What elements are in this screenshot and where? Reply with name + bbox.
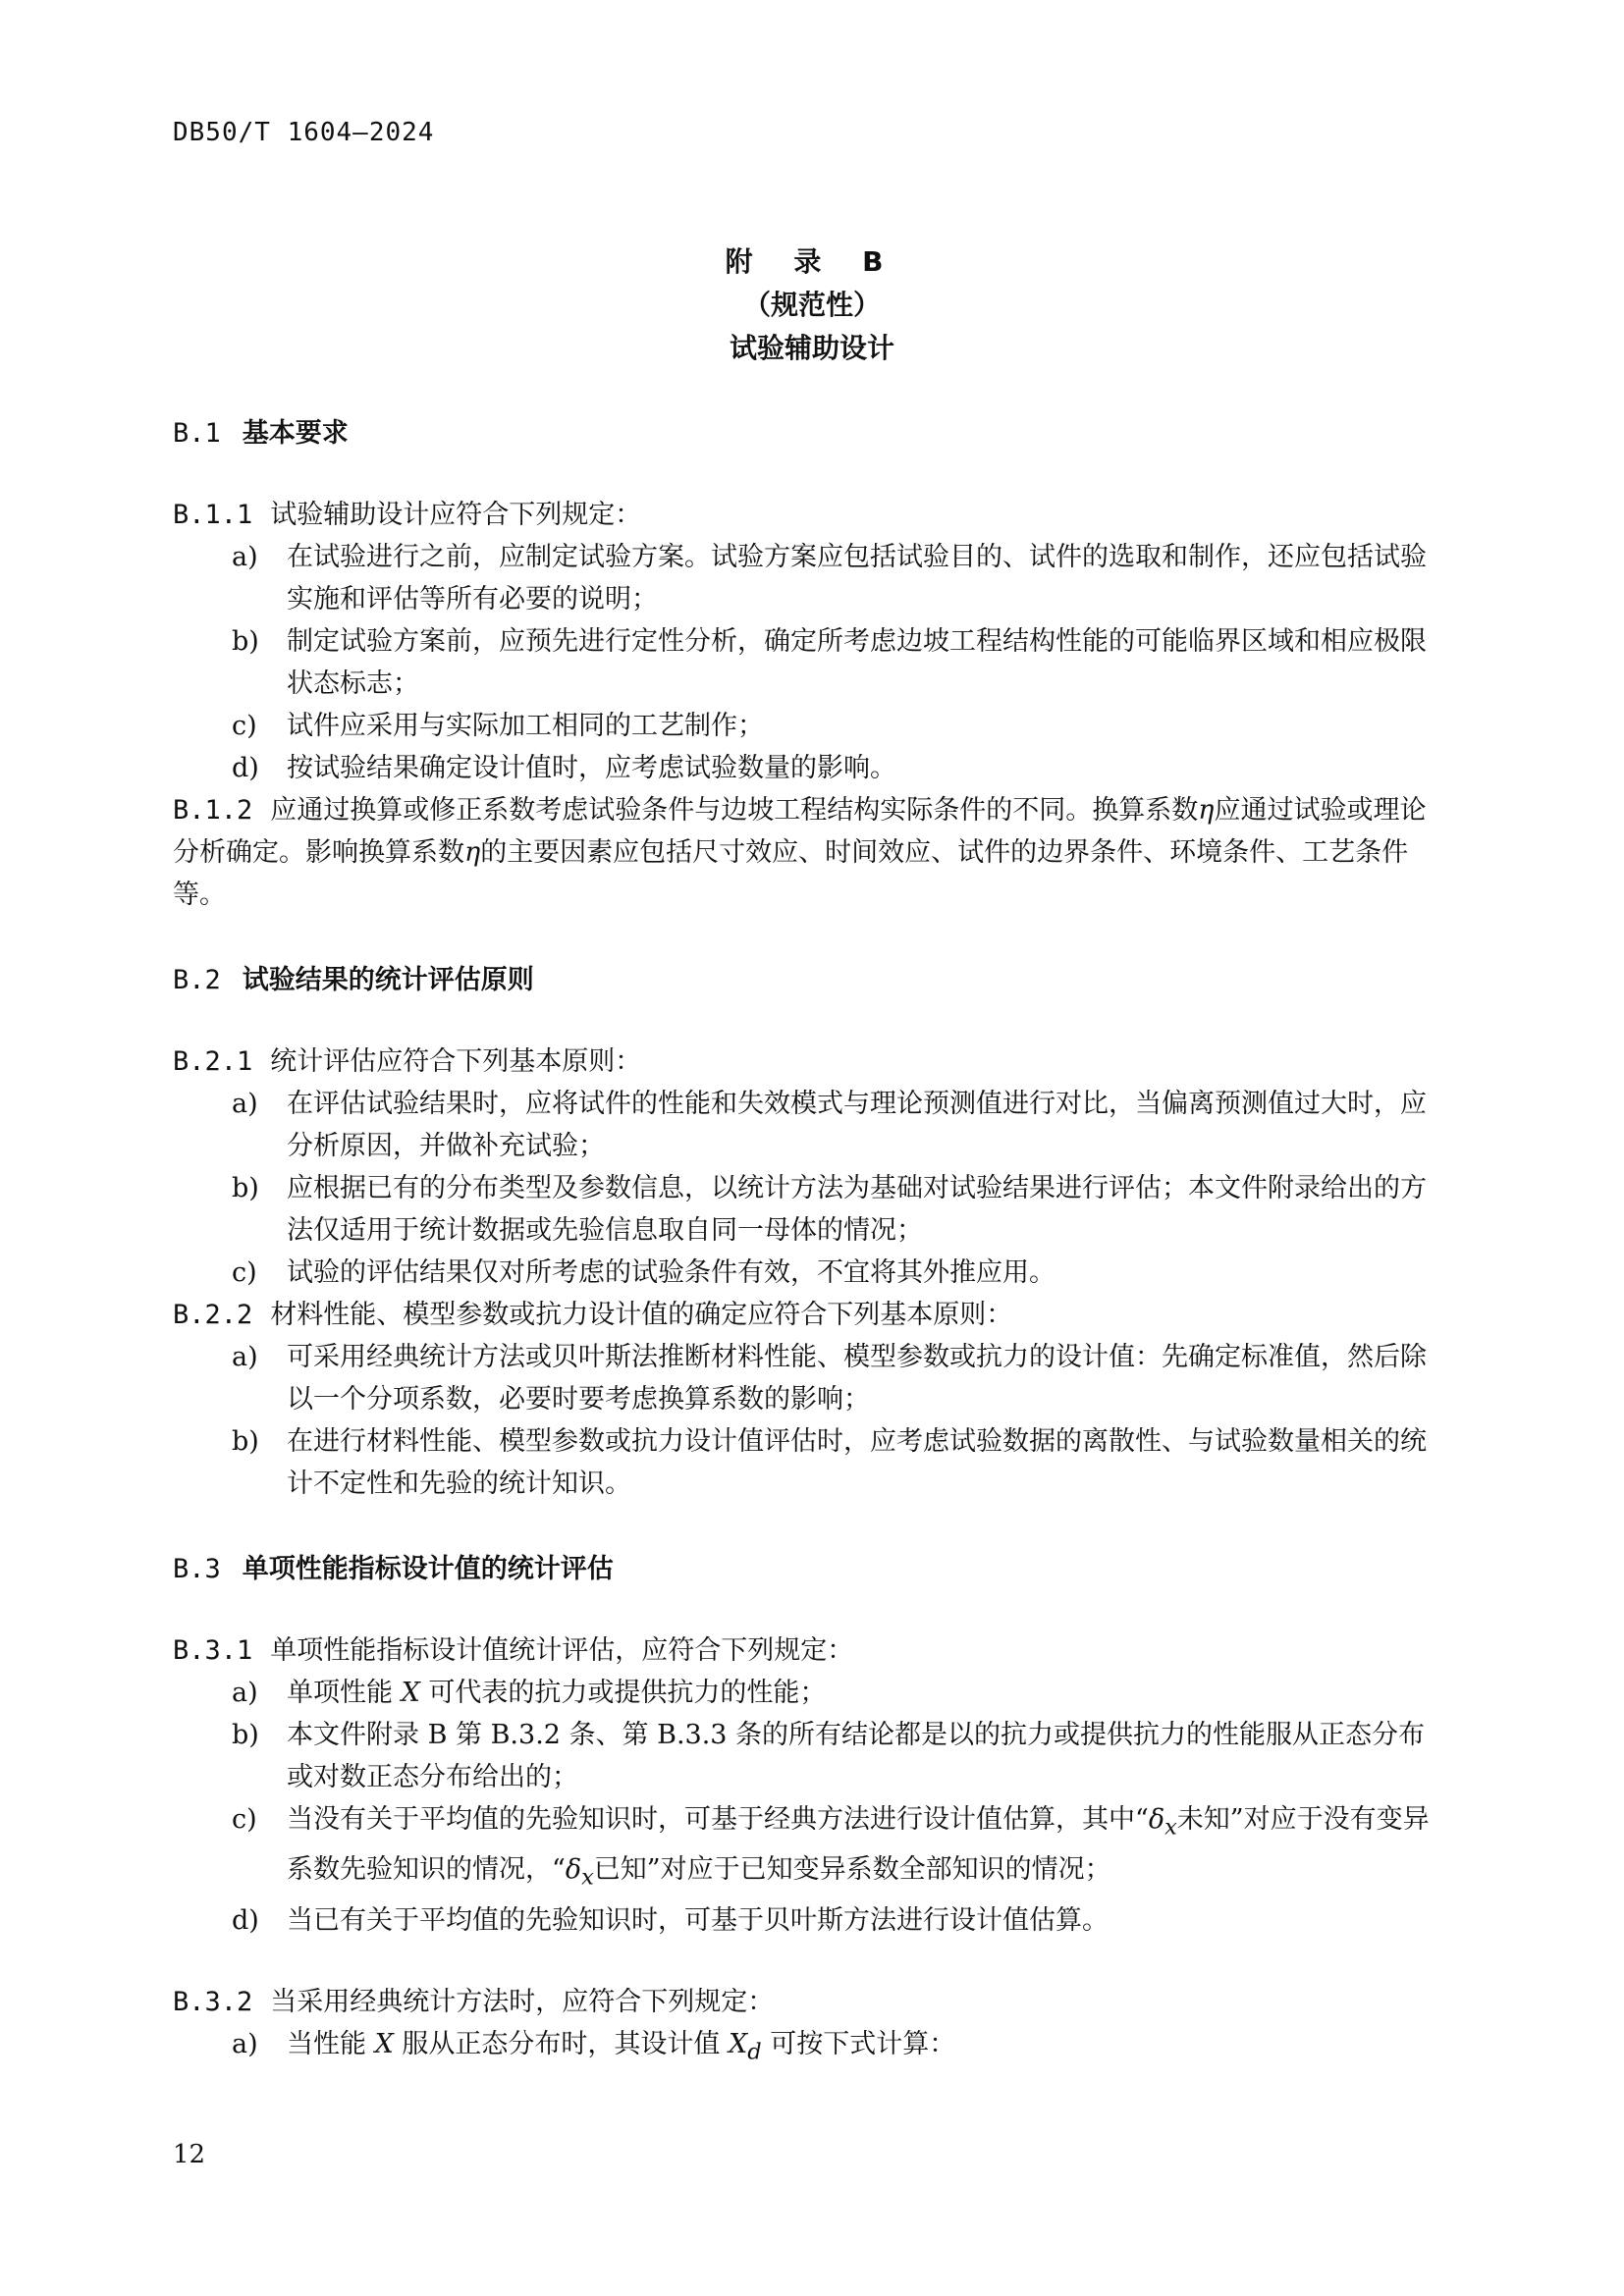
clause-number: B.1.1 bbox=[173, 500, 253, 530]
clause-number: B.2.1 bbox=[173, 1046, 253, 1077]
item-marker: a) bbox=[232, 1678, 258, 1708]
clause-b31 bbox=[173, 1629, 1451, 1672]
xd-symbol: X bbox=[729, 2028, 748, 2059]
list-item bbox=[173, 1798, 1451, 1899]
eta-symbol: η bbox=[464, 837, 481, 868]
section-heading-b2 bbox=[173, 959, 1451, 1001]
clause-text-part3: 的主要因素应包括尺寸效应、时间效应、试件的边界条件、环境条件、工艺条件等。 bbox=[173, 837, 1409, 910]
item-marker: a) bbox=[232, 1089, 258, 1119]
clause-text: 当采用经典统计方法时，应符合下列规定： bbox=[270, 1986, 775, 2017]
section-title: 基本要求 bbox=[242, 418, 349, 449]
list-item bbox=[173, 2023, 1451, 2073]
section-title: 试验结果的统计评估原则 bbox=[242, 965, 534, 995]
item-text: 本文件附录 B 第 B.3.2 条、第 B.3.3 条的所有结论都是以的抗力或提供抗力的性能服从正态分布或对数正态分布给出的； bbox=[287, 1720, 1426, 1792]
item-marker: c) bbox=[232, 1257, 257, 1288]
list-item bbox=[173, 1714, 1451, 1798]
list-item bbox=[173, 1336, 1451, 1420]
list-item bbox=[173, 747, 1451, 789]
delta-subscript: x bbox=[1164, 1814, 1177, 1841]
item-text-part: 服从正态分布时，其设计值 bbox=[402, 2028, 721, 2059]
item-text: 可采用经典统计方法或贝叶斯法推断材料性能、模型参数或抗力的设计值：先确定标准值，然后除以一个分项系数，必要时要考虑换算系数的影响； bbox=[287, 1342, 1427, 1415]
item-marker: c) bbox=[232, 1804, 257, 1835]
clause-text: 材料性能、模型参数或抗力设计值的确定应符合下列基本原则： bbox=[270, 1300, 1013, 1330]
list-item bbox=[173, 705, 1451, 747]
item-marker: d) bbox=[232, 753, 259, 783]
clause-b32-items bbox=[173, 2023, 1451, 2073]
list-item bbox=[173, 1083, 1451, 1167]
item-text: 当已有关于平均值的先验知识时，可基于贝叶斯方法进行设计值估算。 bbox=[287, 1904, 1109, 1936]
item-text-part: 可代表的抗力或提供抗力的性能； bbox=[428, 1678, 827, 1708]
item-marker: a) bbox=[232, 1342, 258, 1372]
appendix-nature: （规范性） bbox=[742, 289, 881, 321]
clause-b31-items bbox=[173, 1672, 1451, 1942]
clause-b11 bbox=[173, 494, 1451, 536]
item-text: 制定试验方案前，应预先进行定性分析，确定所考虑边坡工程结构性能的可能临界区域和相应极限状态标志； bbox=[287, 626, 1427, 699]
clause-b11-items bbox=[173, 536, 1451, 789]
delta-symbol: δ bbox=[1148, 1804, 1165, 1835]
item-text-part: 单项性能 bbox=[287, 1678, 393, 1708]
item-marker: b) bbox=[232, 1720, 259, 1750]
section-number: B.2 bbox=[173, 965, 221, 995]
list-item bbox=[173, 620, 1451, 705]
item-text-part: 当性能 bbox=[287, 2028, 366, 2059]
clause-number: B.3.1 bbox=[173, 1635, 253, 1666]
delta-subscript: x bbox=[581, 1864, 594, 1891]
appendix-title-block bbox=[0, 240, 1624, 370]
page-number: 12 bbox=[173, 2140, 206, 2169]
list-item bbox=[173, 1672, 1451, 1714]
item-text bbox=[287, 1672, 1451, 1714]
eta-symbol: η bbox=[1198, 795, 1215, 826]
list-item bbox=[173, 536, 1451, 620]
item-marker: d) bbox=[232, 1904, 259, 1936]
item-text: 按试验结果确定设计值时，应考虑试验数量的影响。 bbox=[287, 753, 896, 783]
item-text bbox=[287, 2023, 1451, 2073]
delta-symbol: δ bbox=[565, 1854, 582, 1886]
item-text: 试件应采用与实际加工相同的工艺制作； bbox=[287, 711, 764, 741]
item-marker: b) bbox=[232, 626, 259, 657]
item-marker: b) bbox=[232, 1426, 259, 1457]
document-header: DB50/T 1604—2024 bbox=[173, 118, 435, 147]
list-item bbox=[173, 1252, 1451, 1294]
clause-number: B.3.2 bbox=[173, 1986, 253, 2017]
item-text: 在评估试验结果时，应将试件的性能和失效模式与理论预测值进行对比，当偏离预测值过大时，应分析原因，并做补充试验； bbox=[287, 1089, 1427, 1161]
clause-text: 试验辅助设计应符合下列规定： bbox=[270, 500, 642, 530]
xd-subscript: d bbox=[747, 2039, 762, 2065]
item-text: 试验的评估结果仅对所考虑的试验条件有效，不宜将其外推应用。 bbox=[287, 1257, 1056, 1288]
clause-number: B.1.2 bbox=[173, 795, 253, 826]
item-text: 在进行材料性能、模型参数或抗力设计值评估时，应考虑试验数据的离散性、与试验数量相关的统计不定性和先验的统计知识。 bbox=[287, 1426, 1427, 1499]
clause-text-part2: 应通过试验或理论分析确定。影响换算系数 bbox=[173, 795, 1427, 868]
appendix-name: 试验辅助设计 bbox=[729, 332, 894, 364]
clause-text-part1: 应通过换算或修正系数考虑试验条件与边坡工程结构实际条件的不同。换算系数 bbox=[270, 795, 1199, 826]
list-item bbox=[173, 1899, 1451, 1942]
item-marker: a) bbox=[232, 542, 258, 572]
item-text-part: 未知”对应于没有变异系数先验知识的情况，“ bbox=[287, 1804, 1430, 1886]
item-marker: c) bbox=[232, 711, 257, 741]
list-item bbox=[173, 1420, 1451, 1505]
clause-b12 bbox=[173, 789, 1451, 916]
clause-text: 单项性能指标设计值统计评估，应符合下列规定： bbox=[270, 1635, 854, 1666]
item-marker: b) bbox=[232, 1173, 259, 1203]
clause-b22 bbox=[173, 1294, 1451, 1336]
clause-b32 bbox=[173, 1981, 1451, 2023]
item-text-part: 已知”对应于已知变异系数全部知识的情况； bbox=[593, 1854, 1111, 1886]
list-item bbox=[173, 1167, 1451, 1252]
item-text: 应根据已有的分布类型及参数信息，以统计方法为基础对试验结果进行评估；本文件附录给出的方法仅适用于统计数据或先验信息取自同一母体的情况； bbox=[287, 1173, 1427, 1246]
x-symbol: X bbox=[401, 1678, 420, 1708]
appendix-label: 附 录 B bbox=[725, 245, 899, 278]
section-heading-b1 bbox=[173, 412, 1451, 454]
section-title: 单项性能指标设计值的统计评估 bbox=[242, 1554, 614, 1584]
clause-b21-items bbox=[173, 1083, 1451, 1294]
x-symbol: X bbox=[374, 2028, 394, 2059]
section-number: B.3 bbox=[173, 1554, 221, 1584]
clause-b22-items bbox=[173, 1336, 1451, 1505]
document-body bbox=[173, 412, 1451, 2073]
item-text bbox=[287, 1798, 1451, 1899]
item-marker: a) bbox=[232, 2028, 258, 2059]
clause-b21 bbox=[173, 1041, 1451, 1083]
item-text: 在试验进行之前，应制定试验方案。试验方案应包括试验目的、试件的选取和制作，还应包括试验实施和评估等所有必要的说明； bbox=[287, 542, 1427, 614]
item-text-part: 可按下式计算： bbox=[770, 2028, 956, 2059]
item-text-part: 当没有关于平均值的先验知识时，可基于经典方法进行设计值估算，其中“ bbox=[287, 1804, 1149, 1835]
section-heading-b3 bbox=[173, 1548, 1451, 1590]
clause-number: B.2.2 bbox=[173, 1300, 253, 1330]
clause-text: 统计评估应符合下列基本原则： bbox=[270, 1046, 642, 1077]
section-number: B.1 bbox=[173, 418, 221, 449]
